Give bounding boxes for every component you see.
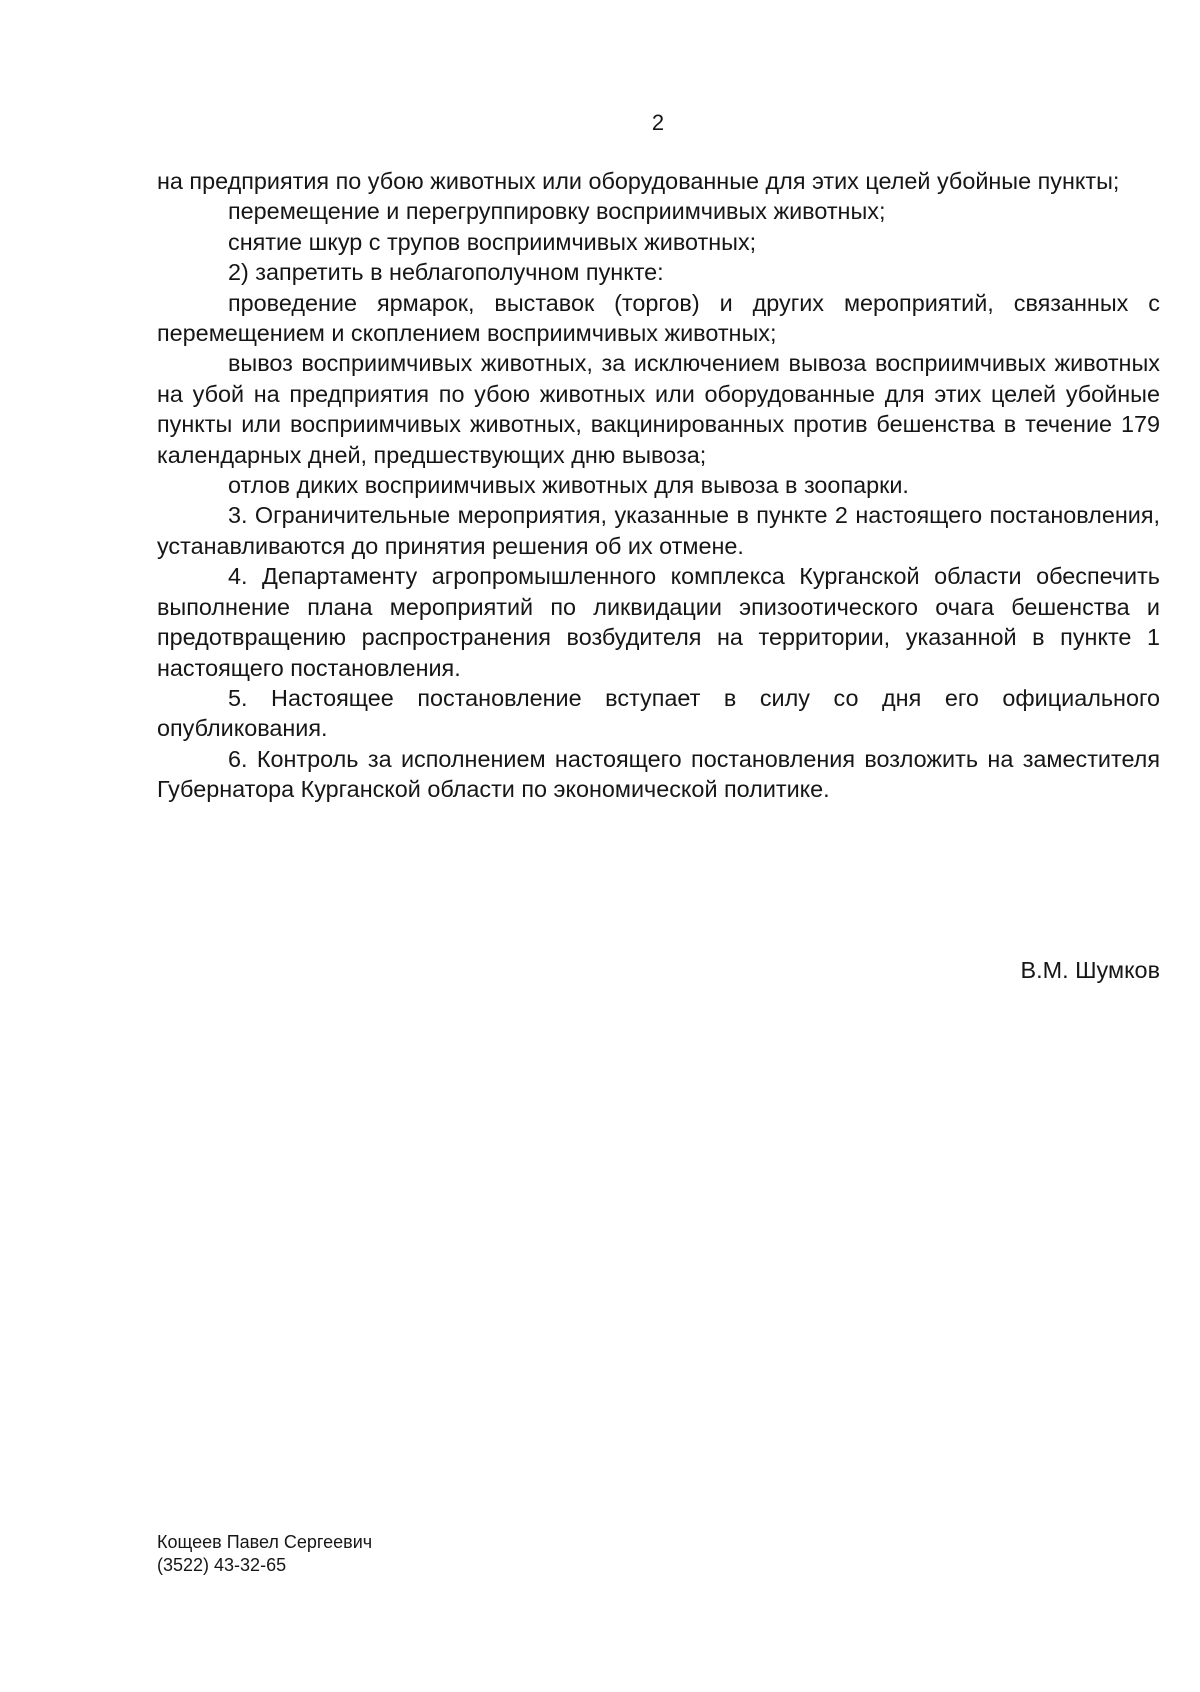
contact-name: Кощеев Павел Сергеевич — [157, 1532, 373, 1552]
signatory-name: В.М. Шумков — [1020, 957, 1160, 983]
paragraph-item-6: 6. Контроль за исполнением настоящего постановления возложить на заместителя Губернатора Курганской области по экономической политике. — [157, 745, 1160, 803]
paragraph-item-5: 5. Настоящее постановление вступает в силу со дня его официального опубликования. — [157, 684, 1160, 742]
paragraph-export-ban: вывоз восприимчивых животных, за исключением вывоза восприимчивых животных на убой на предприятия по убою животных или оборудованные для этих целей убойные пункты или восприимчивых животных, вакцинированных против бешенства в течение 179 календарных дней, предшествующих дню вывоза; — [157, 350, 1160, 468]
page-number: 2 — [651, 110, 665, 135]
contact-block — [157, 1531, 557, 1577]
contact-phone: (3522) 43-32-65 — [157, 1555, 287, 1575]
document-body — [157, 166, 1160, 805]
paragraph-continuation: на предприятия по убою животных или оборудованные для этих целей убойные пункты; — [157, 168, 1120, 194]
paragraph-item-2-prohibitions: 2) запретить в неблагополучном пункте: — [228, 259, 664, 286]
paragraph-skinning-ban: снятие шкур с трупов восприимчивых животных; — [228, 228, 757, 255]
paragraph-item-4: 4. Департаменту агропромышленного комплекса Курганской области обеспечить выполнение плана мероприятий по ликвидации эпизоотического очага бешенства и предотвращению распространения возбудителя на территории, указанной в пункте 1 настоящего постановления. — [157, 563, 1160, 681]
paragraph-capture-ban: отлов диких восприимчивых животных для вывоза в зоопарки. — [228, 472, 909, 499]
paragraph-fairs-ban: проведение ярмарок, выставок (торгов) и других мероприятий, связанных с перемещением и скоплением восприимчивых животных; — [157, 289, 1160, 347]
paragraph-regrouping-ban: перемещение и перегруппировку восприимчивых животных; — [228, 198, 886, 225]
paragraph-item-3: 3. Ограничительные мероприятия, указанные в пункте 2 настоящего постановления, устанавливаются до принятия решения об их отмене. — [157, 502, 1160, 559]
